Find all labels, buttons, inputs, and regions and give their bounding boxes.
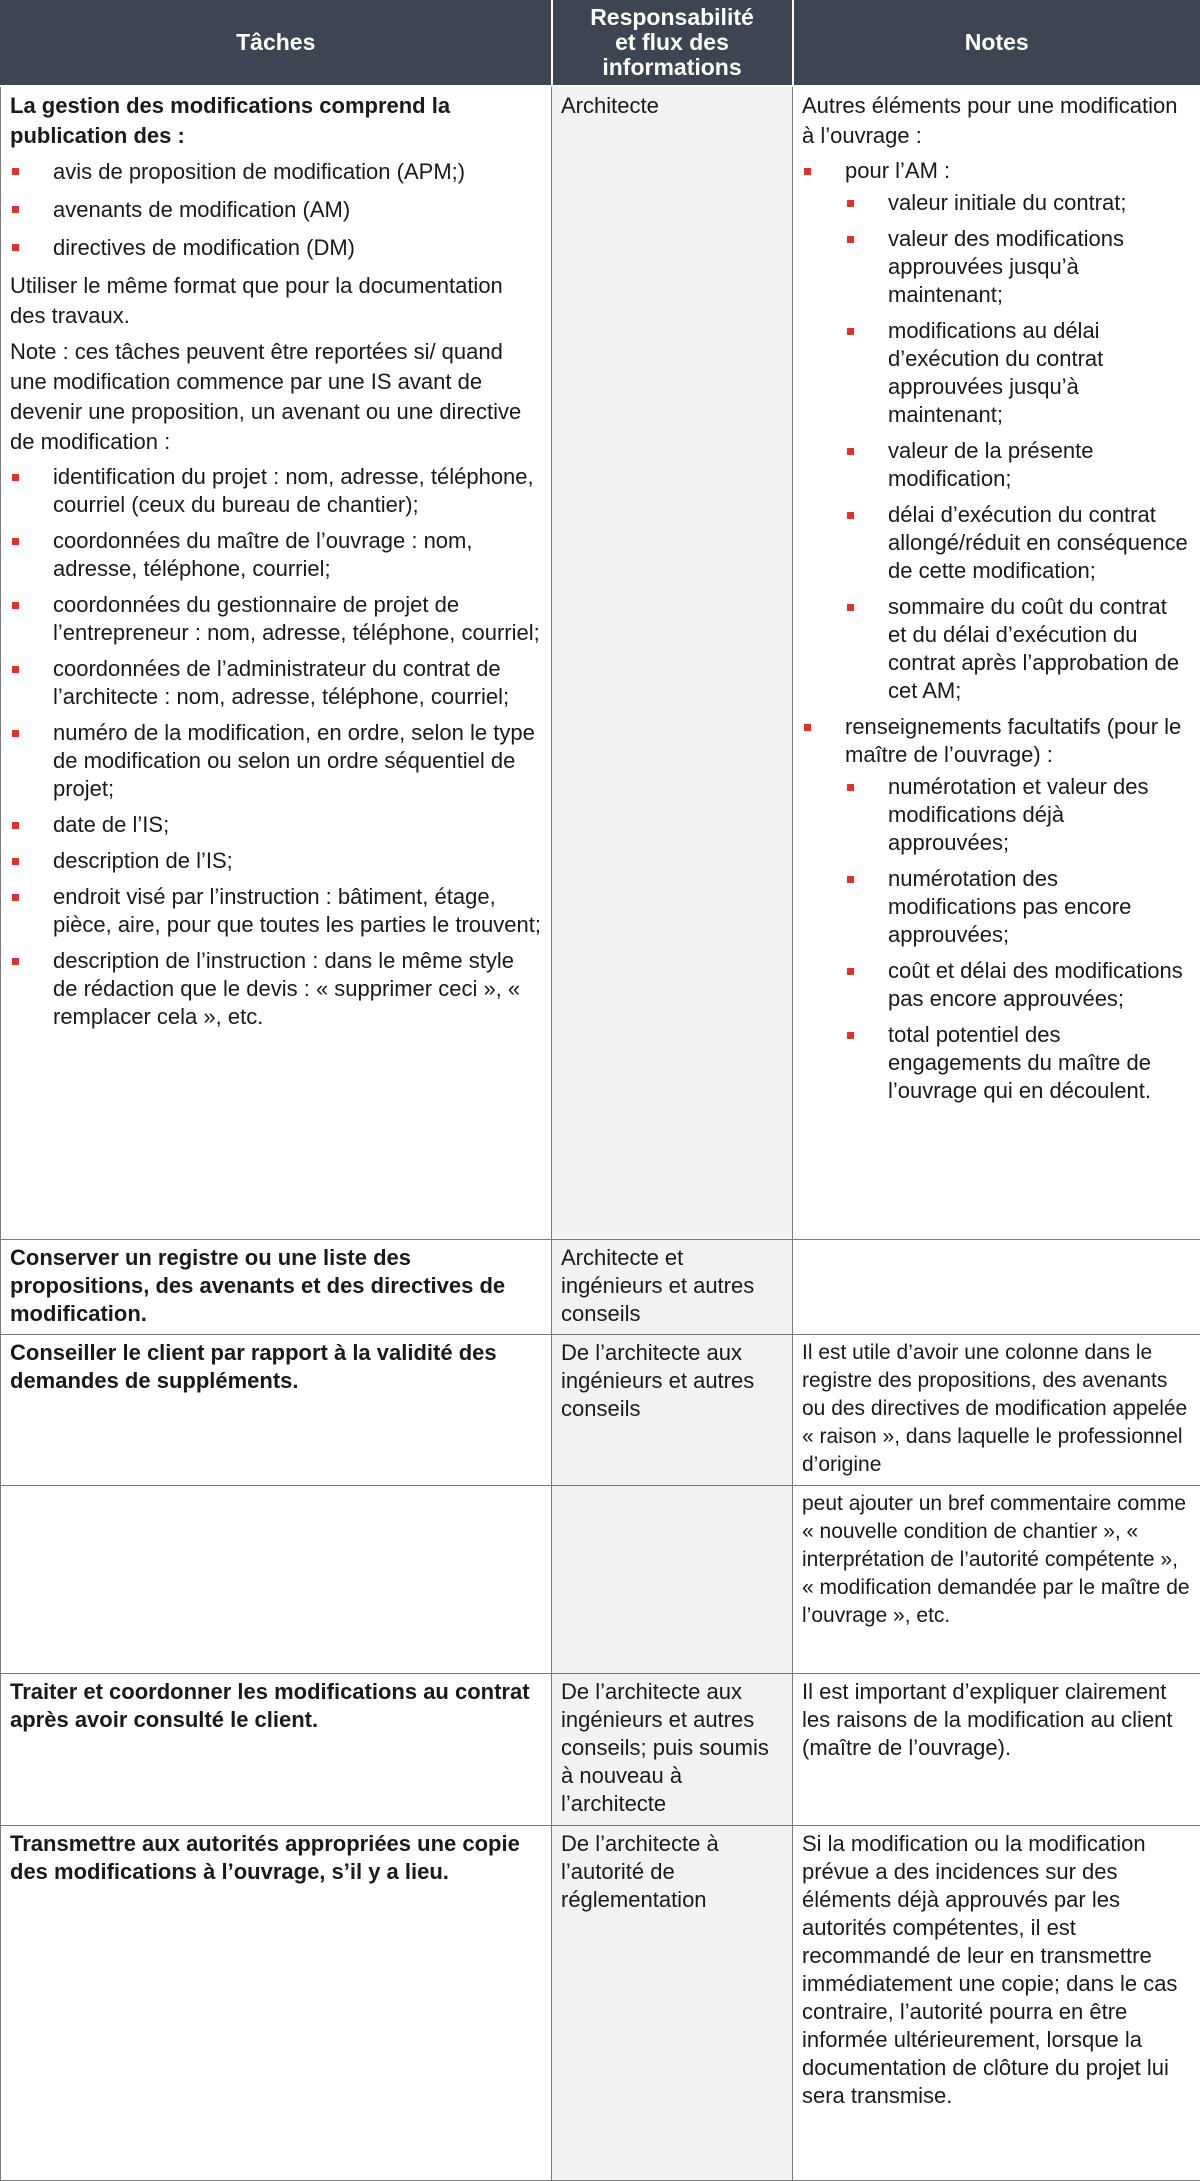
header-responsibility-line2: et flux des [615,29,729,55]
list-item: numéro de la modification, en ordre, selon le type de modification ou selon un ordre séquentiel de projet; [10,719,542,803]
table-header-row [1,0,1200,86]
header-responsibility-line3: informations [602,54,742,80]
responsibility-cell: Architecte [552,86,793,1239]
responsibility-cell: Architecte et ingénieurs et autres conseils [552,1239,793,1334]
table-row [1,1825,1200,2180]
task-cell: Transmettre aux autorités appropriées une copie des modifications à l’ouvrage, s’il y a lieu. [1,1825,552,2180]
list-item: coordonnées de l’administrateur du contrat de l’architecte : nom, adresse, téléphone, courriel; [10,655,542,711]
notes-list [802,157,1191,1105]
list-item: coordonnées du gestionnaire de projet de l’entrepreneur : nom, adresse, téléphone, courriel; [10,591,542,647]
notes-am-label: pour l’AM : [845,158,951,183]
notes-cell: peut ajouter un bref commentaire comme « nouvelle condition de chantier », « interprétation de l’autorité compétente », « modification demandée par le maître de l’ouvrage », etc. [793,1485,1200,1673]
identification-list [10,463,542,1031]
notes-optional-label: renseignements facultatifs (pour le maître de l’ouvrage) : [845,714,1182,767]
list-item: date de l’IS; [10,811,542,839]
table-row [1,1485,1200,1673]
responsibility-cell: De l’architecte aux ingénieurs et autres conseils; puis soumis à nouveau à l’architecte [552,1673,793,1825]
task-cell: Conseiller le client par rapport à la validité des demandes de suppléments. [1,1334,552,1485]
list-item: coût et délai des modifications pas encore approuvées; [845,957,1191,1013]
task-cell: Traiter et coordonner les modifications au contrat après avoir consulté le client. [1,1673,552,1825]
notes-am-sublist [845,189,1191,705]
header-responsibility-line1: Responsabilité [590,4,754,30]
list-item: endroit visé par l’instruction : bâtiment, étage, pièce, aire, pour que toutes les parties le trouvent; [10,883,542,939]
list-item: avenants de modification (AM) [10,195,542,225]
notes-cell [793,86,1200,1239]
notes-cell: Il est important d’expliquer clairement les raisons de la modification au client (maître de l’ouvrage). [793,1673,1200,1825]
table-row [1,86,1200,1239]
list-item: valeur initiale du contrat; [845,189,1191,217]
list-item: sommaire du coût du contrat et du délai d’exécution du contrat après l’approbation de cet AM; [845,593,1191,705]
notes-cell [793,1239,1200,1334]
list-item: valeur de la présente modification; [845,437,1191,493]
header-responsibility [552,0,793,86]
responsibility-cell: De l’architecte aux ingénieurs et autres conseils [552,1334,793,1485]
task-note: Note : ces tâches peuvent être reportées si/ quand une modification commence par une IS avant de devenir une proposition, un avenant ou une directive de modification : [10,339,522,454]
list-item: modifications au délai d’exécution du contrat approuvées jusqu’à maintenant; [845,317,1191,429]
list-item: description de l’IS; [10,847,542,875]
list-item: délai d’exécution du contrat allongé/réduit en conséquence de cette modification; [845,501,1191,585]
list-item: numérotation et valeur des modifications déjà approuvées; [845,773,1191,857]
list-item: directives de modification (DM) [10,233,542,263]
task-cell [1,1485,552,1673]
responsibility-cell [552,1485,793,1673]
task-cell: Conserver un registre ou une liste des propositions, des avenants et des directives de modification. [1,1239,552,1334]
header-tasks: Tâches [1,0,552,86]
notes-cell: Il est utile d’avoir une colonne dans le registre des propositions, des avenants ou des directives de modification appelée « raison », dans laquelle le professionnel d’origine [793,1334,1200,1485]
task-format: Utiliser le même format que pour la documentation des travaux. [10,273,503,328]
header-notes: Notes [793,0,1200,86]
notes-optional-sublist [845,773,1191,1105]
list-item: avis de proposition de modification (APM;) [10,157,542,187]
list-item: valeur des modifications approuvées jusqu’à maintenant; [845,225,1191,309]
notes-intro: Autres éléments pour une modification à l’ouvrage : [802,93,1178,148]
list-item [802,157,1191,705]
table-row [1,1673,1200,1825]
list-item: total potentiel des engagements du maître de l’ouvrage qui en découlent. [845,1021,1191,1105]
list-item: identification du projet : nom, adresse, téléphone, courriel (ceux du bureau de chantier); [10,463,542,519]
list-item [802,713,1191,1105]
table-row [1,1239,1200,1334]
task-intro: La gestion des modifications comprend la publication des : [10,93,451,148]
list-item: description de l’instruction : dans le même style de rédaction que le devis : « supprimer ceci », « remplacer cela », etc. [10,947,542,1031]
list-item: coordonnées du maître de l’ouvrage : nom, adresse, téléphone, courriel; [10,527,542,583]
list-item: numérotation des modifications pas encore approuvées; [845,865,1191,949]
responsibility-cell: De l’architecte à l’autorité de réglementation [552,1825,793,2180]
table-row [1,1334,1200,1485]
notes-cell: Si la modification ou la modification prévue a des incidences sur des éléments déjà approuvés par les autorités compétentes, il est recommandé de leur en transmettre immédiatement une copie; dans le cas contraire, l’autorité pourra en être informée ultérieurement, lorsque la documentation de clôture du projet lui sera transmise. [793,1825,1200,2180]
task-cell [1,86,552,1239]
publication-list [10,157,542,263]
